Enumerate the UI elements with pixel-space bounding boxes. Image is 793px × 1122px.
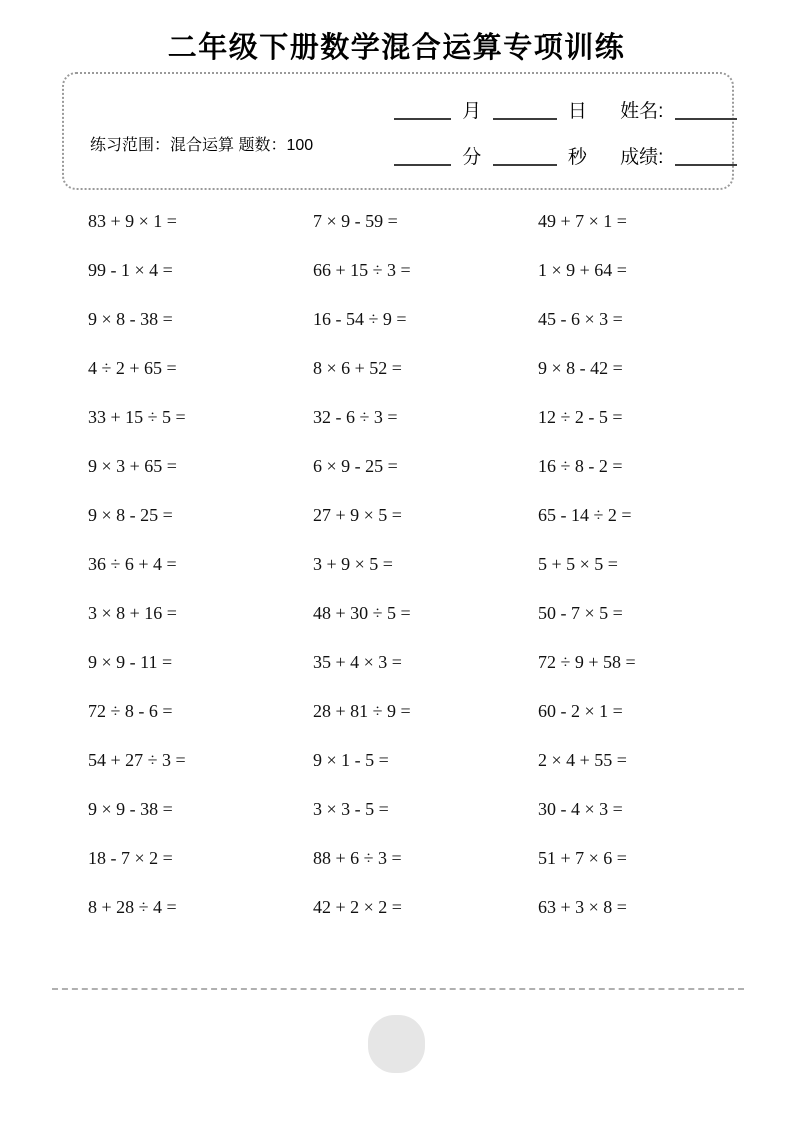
problem: 66 + 15 ÷ 3 = (313, 260, 411, 280)
problem: 9 × 9 - 11 = (88, 652, 173, 672)
problem: 88 + 6 ÷ 3 = (313, 848, 402, 868)
problem: 32 - 6 ÷ 3 = (313, 407, 398, 427)
problem: 3 + 9 × 5 = (313, 554, 393, 574)
problem: 3 × 8 + 16 = (88, 603, 177, 623)
problem: 9 × 8 - 42 = (538, 358, 623, 378)
time-score-row (394, 142, 737, 169)
problem: 35 + 4 × 3 = (313, 652, 402, 672)
problem: 6 × 9 - 25 = (313, 456, 398, 476)
problem: 45 - 6 × 3 = (538, 309, 623, 329)
page-number-bubble (368, 1015, 425, 1073)
problem: 2 × 4 + 55 = (538, 750, 627, 770)
month-label: 月 (462, 101, 482, 122)
problem: 51 + 7 × 6 = (538, 848, 627, 868)
problem: 65 - 14 ÷ 2 = (538, 505, 632, 525)
problem: 12 ÷ 2 - 5 = (538, 407, 623, 427)
problems-grid (88, 197, 763, 932)
problem: 33 + 15 ÷ 5 = (88, 407, 186, 427)
problem: 8 × 6 + 52 = (313, 358, 402, 378)
day-label: 日 (567, 101, 587, 122)
problem: 49 + 7 × 1 = (538, 211, 627, 231)
problem: 9 × 3 + 65 = (88, 456, 177, 476)
problem: 42 + 2 × 2 = (313, 897, 402, 917)
minute-blank-line (394, 148, 451, 166)
problem: 18 - 7 × 2 = (88, 848, 173, 868)
problem: 4 ÷ 2 + 65 = (88, 358, 177, 378)
problem: 72 ÷ 8 - 6 = (88, 701, 173, 721)
problem: 5 + 5 × 5 = (538, 554, 618, 574)
second-blank-line (493, 148, 557, 166)
day-blank-line (493, 102, 557, 120)
problem: 63 + 3 × 8 = (538, 897, 627, 917)
footer-divider (52, 988, 744, 990)
problem: 7 × 9 - 59 = (313, 211, 398, 231)
name-blank-line (675, 102, 737, 120)
problem: 8 + 28 ÷ 4 = (88, 897, 177, 917)
problem: 72 ÷ 9 + 58 = (538, 652, 636, 672)
page-title: 二年级下册数学混合运算专项训练 (167, 32, 626, 64)
date-name-row (394, 96, 737, 123)
problem: 27 + 9 × 5 = (313, 505, 402, 525)
problem: 60 - 2 × 1 = (538, 701, 623, 721)
problem: 16 - 54 ÷ 9 = (313, 309, 407, 329)
name-label: 姓名: (620, 101, 664, 122)
practice-scope-label: 练习范围：混合运算 题数：100 (90, 137, 314, 154)
info-box (62, 72, 734, 190)
second-label: 秒 (567, 147, 587, 168)
problem: 16 ÷ 8 - 2 = (538, 456, 623, 476)
problem: 1 × 9 + 64 = (538, 260, 627, 280)
month-blank-line (394, 102, 451, 120)
problem: 9 × 9 - 38 = (88, 799, 173, 819)
minute-label: 分 (462, 147, 482, 168)
problem: 28 + 81 ÷ 9 = (313, 701, 411, 721)
score-label: 成绩: (620, 147, 664, 168)
problem: 30 - 4 × 3 = (538, 799, 623, 819)
score-blank-line (675, 148, 737, 166)
problem: 54 + 27 ÷ 3 = (88, 750, 186, 770)
problem: 36 ÷ 6 + 4 = (88, 554, 177, 574)
problem: 83 + 9 × 1 = (88, 211, 177, 231)
problem: 48 + 30 ÷ 5 = (313, 603, 411, 623)
problem: 9 × 1 - 5 = (313, 750, 389, 770)
problem: 50 - 7 × 5 = (538, 603, 623, 623)
problem: 99 - 1 × 4 = (88, 260, 173, 280)
problem: 3 × 3 - 5 = (313, 799, 389, 819)
problem: 9 × 8 - 25 = (88, 505, 173, 525)
problem: 9 × 8 - 38 = (88, 309, 173, 329)
